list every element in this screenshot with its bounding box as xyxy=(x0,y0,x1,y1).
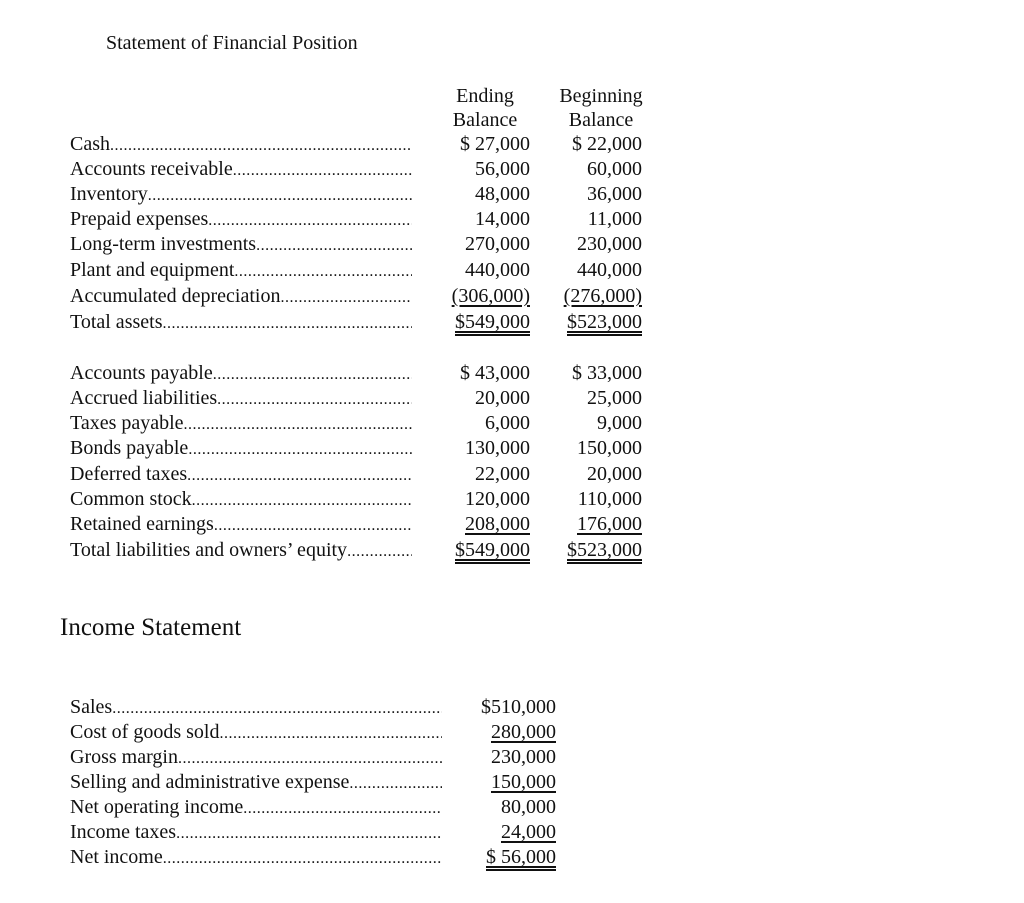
liability-row-bonds-payable xyxy=(0,436,700,461)
income-row-sales xyxy=(0,695,700,720)
column-header-beginning-line2: Balance xyxy=(568,109,634,131)
leader-dots xyxy=(187,463,412,487)
income-amount: $ 56,000 xyxy=(486,846,556,868)
leader-dots xyxy=(188,437,412,461)
column-header-ending-balance xyxy=(440,84,530,132)
asset-beginning-value: 36,000 xyxy=(587,183,642,205)
leader-dots xyxy=(280,285,412,309)
liability-label: Retained earnings xyxy=(70,513,214,535)
asset-label: Cash xyxy=(70,133,110,155)
income-row-cost-of-goods-sold xyxy=(0,720,700,745)
liability-beginning-value: $ 33,000 xyxy=(572,362,642,384)
leader-dots xyxy=(256,233,412,257)
income-row-gross-margin xyxy=(0,745,700,770)
liability-ending-value: $ 43,000 xyxy=(460,362,530,384)
column-header-ending-line2: Balance xyxy=(452,109,518,131)
income-label: Cost of goods sold xyxy=(70,721,220,743)
leader-dots xyxy=(214,513,412,537)
leader-dots xyxy=(233,158,412,182)
liability-ending-value: 120,000 xyxy=(465,488,530,510)
liability-ending-value: 6,000 xyxy=(485,412,530,434)
asset-row-plant-and-equipment xyxy=(0,258,700,283)
liability-beginning-value: 25,000 xyxy=(587,387,642,409)
liability-ending-value: 22,000 xyxy=(475,463,530,485)
income-label: Sales xyxy=(70,696,113,718)
income-label: Net operating income xyxy=(70,796,244,818)
liability-beginning-value: $523,000 xyxy=(567,539,642,561)
liability-row-retained-earnings xyxy=(0,512,700,537)
leader-dots xyxy=(178,746,442,770)
leader-dots xyxy=(217,387,412,411)
liability-row-common-stock xyxy=(0,487,700,512)
liability-label: Accounts payable xyxy=(70,362,213,384)
liability-label: Deferred taxes xyxy=(70,463,188,485)
column-header-beginning-line1: Beginning xyxy=(559,85,643,107)
income-row-income-taxes xyxy=(0,820,700,845)
income-amount: 80,000 xyxy=(501,796,556,818)
asset-label: Total assets xyxy=(70,311,163,333)
income-amount: 24,000 xyxy=(501,821,556,843)
liability-ending-value: 130,000 xyxy=(465,437,530,459)
asset-ending-value: 48,000 xyxy=(475,183,530,205)
asset-label: Plant and equipment xyxy=(70,259,235,281)
asset-row-long-term-investments xyxy=(0,232,700,257)
asset-row-total-assets xyxy=(0,310,700,335)
liability-beginning-value: 9,000 xyxy=(597,412,642,434)
asset-beginning-value: 60,000 xyxy=(587,158,642,180)
asset-ending-value: 14,000 xyxy=(475,208,530,230)
asset-ending-value: (306,000) xyxy=(451,285,530,307)
leader-dots xyxy=(163,846,442,870)
asset-ending-value: 56,000 xyxy=(475,158,530,180)
leader-dots xyxy=(162,311,412,335)
liability-ending-value: $549,000 xyxy=(455,539,530,561)
leader-dots xyxy=(148,183,412,207)
asset-beginning-value: $ 22,000 xyxy=(572,133,642,155)
leader-dots xyxy=(192,488,412,512)
leader-dots xyxy=(213,362,412,386)
leader-dots xyxy=(349,771,442,795)
liability-label: Common stock xyxy=(70,488,192,510)
leader-dots xyxy=(184,412,412,436)
asset-label: Long-term investments xyxy=(70,233,257,255)
asset-row-prepaid-expenses xyxy=(0,207,700,232)
column-header-beginning-balance xyxy=(550,84,652,132)
column-header-ending-line1: Ending xyxy=(456,85,514,107)
asset-row-inventory xyxy=(0,182,700,207)
liability-beginning-value: 20,000 xyxy=(587,463,642,485)
liability-label: Total liabilities and owners’ equity xyxy=(70,539,348,561)
liability-beginning-value: 150,000 xyxy=(577,437,642,459)
statement-of-financial-position-title: Statement of Financial Position xyxy=(106,32,358,54)
asset-row-accounts-receivable xyxy=(0,157,700,182)
asset-ending-value: 440,000 xyxy=(465,259,530,281)
income-amount: 280,000 xyxy=(491,721,556,743)
leader-dots xyxy=(176,821,442,845)
income-row-selling-admin-expense xyxy=(0,770,700,795)
asset-beginning-value: (276,000) xyxy=(563,285,642,307)
leader-dots xyxy=(234,259,412,283)
income-row-net-income xyxy=(0,845,700,870)
income-label: Selling and administrative expense xyxy=(70,771,350,793)
income-label: Income taxes xyxy=(70,821,177,843)
income-amount: 230,000 xyxy=(491,746,556,768)
liability-label: Taxes payable xyxy=(70,412,184,434)
asset-label: Inventory xyxy=(70,183,148,205)
asset-row-cash xyxy=(0,132,700,157)
liability-label: Accrued liabilities xyxy=(70,387,218,409)
asset-ending-value: 270,000 xyxy=(465,233,530,255)
leader-dots xyxy=(219,721,442,745)
asset-label: Accumulated depreciation xyxy=(70,285,281,307)
asset-beginning-value: 230,000 xyxy=(577,233,642,255)
liability-beginning-value: 110,000 xyxy=(577,488,642,510)
liability-row-deferred-taxes xyxy=(0,462,700,487)
asset-ending-value: $549,000 xyxy=(455,311,530,333)
leader-dots xyxy=(112,696,442,720)
asset-beginning-value: $523,000 xyxy=(567,311,642,333)
income-label: Gross margin xyxy=(70,746,178,768)
asset-label: Prepaid expenses xyxy=(70,208,209,230)
liability-row-taxes-payable xyxy=(0,411,700,436)
income-row-net-operating-income xyxy=(0,795,700,820)
liability-label: Bonds payable xyxy=(70,437,189,459)
liability-row-accrued-liabilities xyxy=(0,386,700,411)
liability-beginning-value: 176,000 xyxy=(577,513,642,535)
leader-dots xyxy=(208,208,412,232)
liability-ending-value: 20,000 xyxy=(475,387,530,409)
income-label: Net income xyxy=(70,846,163,868)
leader-dots xyxy=(110,133,412,157)
liability-ending-value: 208,000 xyxy=(465,513,530,535)
liability-row-total-liabilities-equity xyxy=(0,538,700,563)
liability-row-accounts-payable xyxy=(0,361,700,386)
income-amount: $510,000 xyxy=(481,696,556,718)
income-amount: 150,000 xyxy=(491,771,556,793)
income-statement-title: Income Statement xyxy=(60,614,242,641)
asset-label: Accounts receivable xyxy=(70,158,233,180)
leader-dots xyxy=(243,796,442,820)
leader-dots xyxy=(347,539,412,563)
asset-ending-value: $ 27,000 xyxy=(460,133,530,155)
asset-row-accumulated-depreciation xyxy=(0,284,700,309)
asset-beginning-value: 11,000 xyxy=(587,208,642,230)
asset-beginning-value: 440,000 xyxy=(577,259,642,281)
